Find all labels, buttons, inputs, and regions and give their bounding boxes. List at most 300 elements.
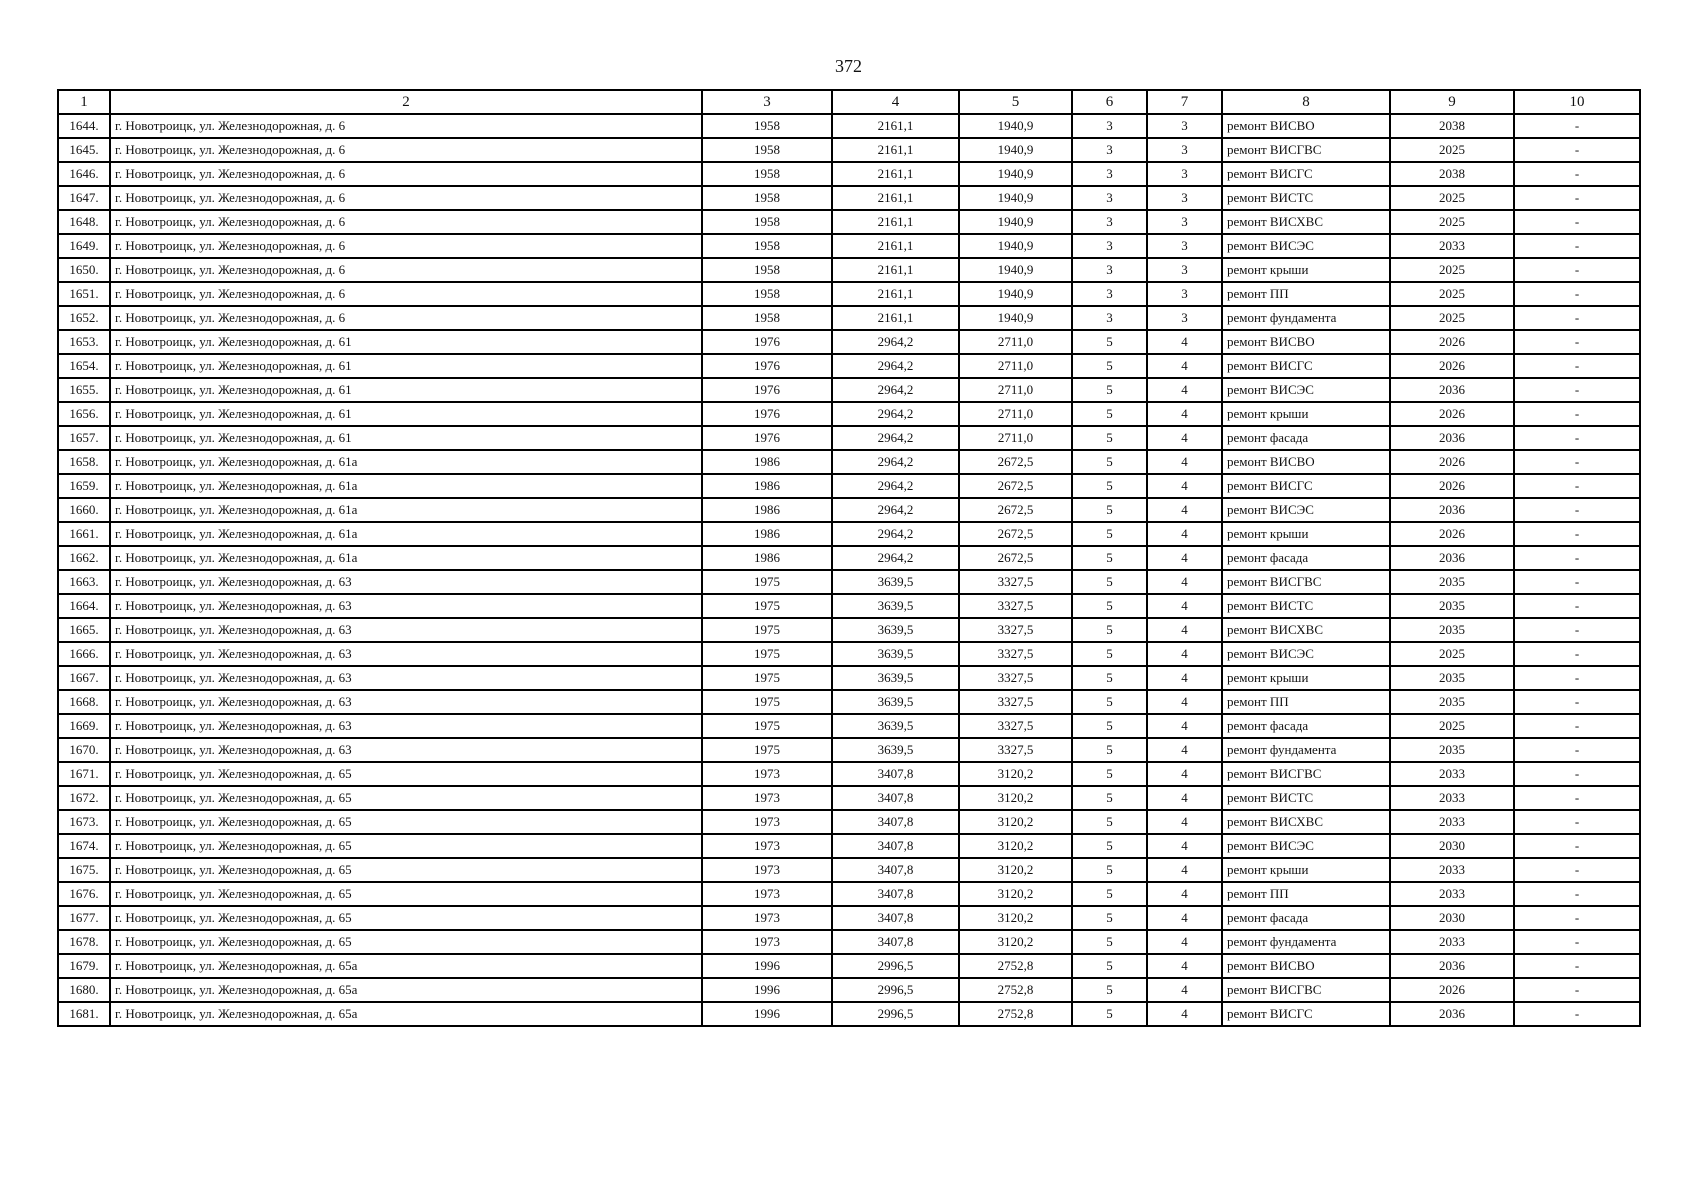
table-cell-col-5: 1940,9: [959, 114, 1072, 138]
table-cell-col-4: 3407,8: [832, 834, 959, 858]
table-cell-col-1: 1652.: [58, 306, 110, 330]
table-cell-col-4: 2161,1: [832, 138, 959, 162]
table-cell-col-3: 1986: [702, 498, 832, 522]
table-cell-col-8: ремонт ВИСГВС: [1222, 570, 1390, 594]
table-cell-col-2: г. Новотроицк, ул. Железнодорожная, д. 6: [110, 114, 702, 138]
table-cell-col-7: 4: [1147, 906, 1222, 930]
table-cell-col-8: ремонт ВИСХВС: [1222, 210, 1390, 234]
table-cell-col-8: ремонт фундамента: [1222, 738, 1390, 762]
table-cell-col-8: ремонт ВИСВО: [1222, 114, 1390, 138]
table-row: [58, 210, 1640, 234]
table-row: [58, 138, 1640, 162]
table-cell-col-5: 2711,0: [959, 426, 1072, 450]
table-row: [58, 570, 1640, 594]
table-cell-col-1: 1667.: [58, 666, 110, 690]
table-cell-col-8: ремонт крыши: [1222, 522, 1390, 546]
table-cell-col-6: 5: [1072, 570, 1147, 594]
table-cell-col-9: 2030: [1390, 834, 1514, 858]
table-cell-col-6: 5: [1072, 354, 1147, 378]
table-cell-col-3: 1975: [702, 738, 832, 762]
table-cell-col-4: 2161,1: [832, 114, 959, 138]
table-cell-col-7: 3: [1147, 234, 1222, 258]
table-cell-col-1: 1675.: [58, 858, 110, 882]
table-cell-col-3: 1973: [702, 906, 832, 930]
table-cell-col-2: г. Новотроицк, ул. Железнодорожная, д. 65: [110, 858, 702, 882]
table-cell-col-10: -: [1514, 666, 1640, 690]
table-cell-col-1: 1679.: [58, 954, 110, 978]
table-cell-col-1: 1671.: [58, 762, 110, 786]
table-cell-col-10: -: [1514, 954, 1640, 978]
table-cell-col-8: ремонт ВИСТС: [1222, 186, 1390, 210]
table-cell-col-6: 5: [1072, 474, 1147, 498]
table-cell-col-3: 1973: [702, 858, 832, 882]
table-cell-col-4: 3407,8: [832, 858, 959, 882]
table-cell-col-2: г. Новотроицк, ул. Железнодорожная, д. 63: [110, 666, 702, 690]
table-cell-col-1: 1662.: [58, 546, 110, 570]
table-cell-col-6: 5: [1072, 618, 1147, 642]
table-cell-col-3: 1986: [702, 546, 832, 570]
table-cell-col-8: ремонт ВИСВО: [1222, 330, 1390, 354]
table-cell-col-7: 3: [1147, 282, 1222, 306]
table-cell-col-2: г. Новотроицк, ул. Железнодорожная, д. 61а: [110, 522, 702, 546]
table-cell-col-10: -: [1514, 594, 1640, 618]
table-cell-col-9: 2036: [1390, 378, 1514, 402]
table-cell-col-1: 1669.: [58, 714, 110, 738]
table-cell-col-5: 3327,5: [959, 666, 1072, 690]
table-cell-col-4: 2161,1: [832, 258, 959, 282]
table-cell-col-9: 2025: [1390, 714, 1514, 738]
table-cell-col-4: 3407,8: [832, 930, 959, 954]
table-cell-col-9: 2025: [1390, 138, 1514, 162]
table-cell-col-1: 1681.: [58, 1002, 110, 1026]
table-cell-col-7: 4: [1147, 666, 1222, 690]
table-row: [58, 186, 1640, 210]
table-cell-col-10: -: [1514, 810, 1640, 834]
table-cell-col-1: 1653.: [58, 330, 110, 354]
table-cell-col-5: 2752,8: [959, 954, 1072, 978]
table-cell-col-8: ремонт ВИСГС: [1222, 162, 1390, 186]
table-cell-col-8: ремонт ВИСТС: [1222, 594, 1390, 618]
table-cell-col-2: г. Новотроицк, ул. Железнодорожная, д. 61: [110, 330, 702, 354]
table-cell-col-8: ремонт фасада: [1222, 546, 1390, 570]
table-cell-col-7: 4: [1147, 378, 1222, 402]
table-cell-col-8: ремонт фундамента: [1222, 306, 1390, 330]
table-cell-col-5: 2672,5: [959, 498, 1072, 522]
table-cell-col-5: 3120,2: [959, 930, 1072, 954]
table-row: [58, 786, 1640, 810]
table-cell-col-2: г. Новотроицк, ул. Железнодорожная, д. 63: [110, 570, 702, 594]
table-cell-col-10: -: [1514, 330, 1640, 354]
table-cell-col-2: г. Новотроицк, ул. Железнодорожная, д. 65а: [110, 978, 702, 1002]
table-cell-col-8: ремонт ВИСЭС: [1222, 642, 1390, 666]
table-cell-col-7: 4: [1147, 474, 1222, 498]
table-row: [58, 666, 1640, 690]
table-cell-col-8: ремонт ВИСГВС: [1222, 138, 1390, 162]
table-cell-col-5: 3327,5: [959, 738, 1072, 762]
table-cell-col-6: 5: [1072, 426, 1147, 450]
table-cell-col-4: 3407,8: [832, 810, 959, 834]
table-cell-col-1: 1665.: [58, 618, 110, 642]
table-cell-col-8: ремонт ВИСГС: [1222, 1002, 1390, 1026]
table-cell-col-7: 4: [1147, 402, 1222, 426]
table-cell-col-7: 4: [1147, 714, 1222, 738]
table-cell-col-3: 1973: [702, 810, 832, 834]
table-cell-col-10: -: [1514, 978, 1640, 1002]
column-header-2: 2: [110, 90, 702, 114]
table-cell-col-2: г. Новотроицк, ул. Железнодорожная, д. 65: [110, 762, 702, 786]
table-cell-col-7: 4: [1147, 786, 1222, 810]
table-cell-col-8: ремонт ВИСЭС: [1222, 834, 1390, 858]
table-cell-col-7: 3: [1147, 210, 1222, 234]
table-cell-col-6: 5: [1072, 498, 1147, 522]
table-row: [58, 402, 1640, 426]
table-cell-col-5: 3327,5: [959, 594, 1072, 618]
table-cell-col-2: г. Новотроицк, ул. Железнодорожная, д. 6: [110, 162, 702, 186]
column-header-9: 9: [1390, 90, 1514, 114]
table-body: [58, 90, 1640, 1026]
table-cell-col-6: 3: [1072, 162, 1147, 186]
table-cell-col-5: 2752,8: [959, 978, 1072, 1002]
table-cell-col-9: 2033: [1390, 786, 1514, 810]
table-cell-col-7: 4: [1147, 930, 1222, 954]
table-cell-col-9: 2035: [1390, 594, 1514, 618]
table-cell-col-8: ремонт ВИСХВС: [1222, 618, 1390, 642]
table-cell-col-6: 5: [1072, 810, 1147, 834]
table-cell-col-1: 1680.: [58, 978, 110, 1002]
table-cell-col-4: 2161,1: [832, 234, 959, 258]
table-cell-col-5: 1940,9: [959, 186, 1072, 210]
table-cell-col-3: 1976: [702, 378, 832, 402]
table-cell-col-8: ремонт ВИСТС: [1222, 786, 1390, 810]
table-cell-col-1: 1661.: [58, 522, 110, 546]
table-cell-col-2: г. Новотроицк, ул. Железнодорожная, д. 6: [110, 138, 702, 162]
table-row: [58, 882, 1640, 906]
table-cell-col-9: 2035: [1390, 570, 1514, 594]
table-cell-col-6: 5: [1072, 714, 1147, 738]
table-cell-col-4: 2161,1: [832, 306, 959, 330]
table-cell-col-9: 2033: [1390, 858, 1514, 882]
table-cell-col-6: 5: [1072, 450, 1147, 474]
table-cell-col-3: 1975: [702, 666, 832, 690]
table-cell-col-8: ремонт ВИСГВС: [1222, 978, 1390, 1002]
table-cell-col-5: 2672,5: [959, 546, 1072, 570]
table-cell-col-6: 5: [1072, 954, 1147, 978]
table-cell-col-10: -: [1514, 714, 1640, 738]
table-row: [58, 426, 1640, 450]
table-cell-col-10: -: [1514, 738, 1640, 762]
table-row: [58, 498, 1640, 522]
table-cell-col-9: 2036: [1390, 426, 1514, 450]
table-cell-col-1: 1654.: [58, 354, 110, 378]
table-cell-col-1: 1647.: [58, 186, 110, 210]
table-cell-col-2: г. Новотроицк, ул. Железнодорожная, д. 61: [110, 426, 702, 450]
table-cell-col-4: 2161,1: [832, 210, 959, 234]
table-cell-col-9: 2036: [1390, 954, 1514, 978]
table-cell-col-6: 3: [1072, 114, 1147, 138]
table-cell-col-9: 2026: [1390, 354, 1514, 378]
table-row: [58, 282, 1640, 306]
table-cell-col-9: 2035: [1390, 690, 1514, 714]
table-cell-col-2: г. Новотроицк, ул. Железнодорожная, д. 61а: [110, 546, 702, 570]
table-cell-col-1: 1651.: [58, 282, 110, 306]
table-cell-col-7: 4: [1147, 426, 1222, 450]
table-cell-col-6: 5: [1072, 906, 1147, 930]
table-row: [58, 954, 1640, 978]
table-row: [58, 930, 1640, 954]
table-cell-col-4: 2161,1: [832, 186, 959, 210]
table-cell-col-5: 3327,5: [959, 570, 1072, 594]
table-cell-col-3: 1958: [702, 306, 832, 330]
table-cell-col-8: ремонт крыши: [1222, 858, 1390, 882]
table-cell-col-3: 1996: [702, 954, 832, 978]
table-cell-col-1: 1660.: [58, 498, 110, 522]
table-cell-col-7: 4: [1147, 546, 1222, 570]
table-cell-col-1: 1659.: [58, 474, 110, 498]
table-row: [58, 738, 1640, 762]
table-cell-col-7: 4: [1147, 330, 1222, 354]
table-row: [58, 642, 1640, 666]
table-cell-col-6: 5: [1072, 378, 1147, 402]
table-cell-col-6: 3: [1072, 234, 1147, 258]
table-cell-col-3: 1996: [702, 1002, 832, 1026]
table-cell-col-1: 1649.: [58, 234, 110, 258]
table-cell-col-9: 2026: [1390, 450, 1514, 474]
table-cell-col-3: 1973: [702, 930, 832, 954]
table-cell-col-4: 2964,2: [832, 522, 959, 546]
table-cell-col-8: ремонт ВИСВО: [1222, 954, 1390, 978]
table-cell-col-9: 2025: [1390, 258, 1514, 282]
table-cell-col-5: 1940,9: [959, 282, 1072, 306]
table-row: [58, 114, 1640, 138]
table-cell-col-5: 2711,0: [959, 330, 1072, 354]
table-row: [58, 162, 1640, 186]
capital-repair-table: [57, 89, 1641, 1027]
table-cell-col-4: 3639,5: [832, 618, 959, 642]
table-cell-col-8: ремонт ВИСГС: [1222, 354, 1390, 378]
table-cell-col-3: 1958: [702, 186, 832, 210]
table-cell-col-4: 3639,5: [832, 570, 959, 594]
table-cell-col-3: 1986: [702, 450, 832, 474]
table-cell-col-8: ремонт крыши: [1222, 666, 1390, 690]
table-cell-col-10: -: [1514, 234, 1640, 258]
table-cell-col-2: г. Новотроицк, ул. Железнодорожная, д. 61а: [110, 450, 702, 474]
table-cell-col-2: г. Новотроицк, ул. Железнодорожная, д. 61а: [110, 498, 702, 522]
table-cell-col-2: г. Новотроицк, ул. Железнодорожная, д. 61: [110, 354, 702, 378]
table-cell-col-10: -: [1514, 426, 1640, 450]
table-cell-col-7: 4: [1147, 954, 1222, 978]
table-cell-col-5: 1940,9: [959, 234, 1072, 258]
table-cell-col-2: г. Новотроицк, ул. Железнодорожная, д. 6: [110, 210, 702, 234]
table-cell-col-7: 4: [1147, 450, 1222, 474]
table-cell-col-7: 4: [1147, 522, 1222, 546]
table-cell-col-5: 2711,0: [959, 354, 1072, 378]
table-cell-col-5: 3120,2: [959, 762, 1072, 786]
table-cell-col-1: 1656.: [58, 402, 110, 426]
table-cell-col-9: 2026: [1390, 978, 1514, 1002]
table-cell-col-5: 1940,9: [959, 138, 1072, 162]
table-cell-col-1: 1676.: [58, 882, 110, 906]
table-cell-col-8: ремонт крыши: [1222, 258, 1390, 282]
table-cell-col-6: 5: [1072, 402, 1147, 426]
table-cell-col-3: 1973: [702, 762, 832, 786]
table-cell-col-8: ремонт фасада: [1222, 714, 1390, 738]
table-cell-col-5: 3120,2: [959, 906, 1072, 930]
table-cell-col-10: -: [1514, 930, 1640, 954]
table-row: [58, 810, 1640, 834]
table-cell-col-9: 2033: [1390, 762, 1514, 786]
table-cell-col-1: 1655.: [58, 378, 110, 402]
table-cell-col-3: 1975: [702, 618, 832, 642]
table-cell-col-1: 1674.: [58, 834, 110, 858]
table-row: [58, 834, 1640, 858]
table-cell-col-9: 2033: [1390, 810, 1514, 834]
table-cell-col-10: -: [1514, 498, 1640, 522]
table-cell-col-4: 2996,5: [832, 978, 959, 1002]
table-cell-col-9: 2035: [1390, 666, 1514, 690]
table-cell-col-1: 1677.: [58, 906, 110, 930]
table-cell-col-3: 1958: [702, 234, 832, 258]
table-cell-col-10: -: [1514, 570, 1640, 594]
table-cell-col-6: 3: [1072, 306, 1147, 330]
table-cell-col-3: 1958: [702, 162, 832, 186]
table-cell-col-10: -: [1514, 1002, 1640, 1026]
table-cell-col-6: 5: [1072, 690, 1147, 714]
table-cell-col-3: 1958: [702, 138, 832, 162]
table-cell-col-4: 2996,5: [832, 1002, 959, 1026]
table-cell-col-8: ремонт ВИСГС: [1222, 474, 1390, 498]
table-cell-col-10: -: [1514, 258, 1640, 282]
table-cell-col-7: 3: [1147, 162, 1222, 186]
table-cell-col-1: 1672.: [58, 786, 110, 810]
table-cell-col-5: 2672,5: [959, 522, 1072, 546]
table-cell-col-3: 1976: [702, 354, 832, 378]
table-cell-col-3: 1986: [702, 474, 832, 498]
table-cell-col-3: 1958: [702, 282, 832, 306]
table-cell-col-2: г. Новотроицк, ул. Железнодорожная, д. 63: [110, 690, 702, 714]
table-cell-col-9: 2033: [1390, 930, 1514, 954]
table-row: [58, 306, 1640, 330]
table-cell-col-4: 3639,5: [832, 690, 959, 714]
table-cell-col-6: 5: [1072, 858, 1147, 882]
table-cell-col-5: 3120,2: [959, 882, 1072, 906]
table-cell-col-1: 1644.: [58, 114, 110, 138]
table-cell-col-7: 4: [1147, 882, 1222, 906]
table-row: [58, 714, 1640, 738]
table-cell-col-10: -: [1514, 378, 1640, 402]
table-cell-col-10: -: [1514, 882, 1640, 906]
table-cell-col-2: г. Новотроицк, ул. Железнодорожная, д. 63: [110, 714, 702, 738]
table-row: [58, 258, 1640, 282]
table-cell-col-4: 3639,5: [832, 642, 959, 666]
table-cell-col-6: 5: [1072, 738, 1147, 762]
table-cell-col-10: -: [1514, 762, 1640, 786]
table-cell-col-7: 3: [1147, 306, 1222, 330]
table-cell-col-4: 2996,5: [832, 954, 959, 978]
table-cell-col-7: 3: [1147, 258, 1222, 282]
table-cell-col-8: ремонт ПП: [1222, 882, 1390, 906]
table-cell-col-8: ремонт ВИСВО: [1222, 450, 1390, 474]
table-cell-col-3: 1958: [702, 258, 832, 282]
table-cell-col-3: 1975: [702, 594, 832, 618]
table-cell-col-4: 2964,2: [832, 546, 959, 570]
table-cell-col-6: 3: [1072, 282, 1147, 306]
table-cell-col-5: 3120,2: [959, 858, 1072, 882]
table-cell-col-9: 2025: [1390, 186, 1514, 210]
table-cell-col-7: 4: [1147, 618, 1222, 642]
table-cell-col-9: 2038: [1390, 114, 1514, 138]
table-cell-col-7: 4: [1147, 354, 1222, 378]
table-cell-col-10: -: [1514, 306, 1640, 330]
table-cell-col-9: 2030: [1390, 906, 1514, 930]
column-header-6: 6: [1072, 90, 1147, 114]
table-cell-col-3: 1958: [702, 114, 832, 138]
table-cell-col-1: 1648.: [58, 210, 110, 234]
table-row: [58, 450, 1640, 474]
table-cell-col-9: 2036: [1390, 1002, 1514, 1026]
table-cell-col-8: ремонт ВИСХВС: [1222, 810, 1390, 834]
table-cell-col-4: 2964,2: [832, 354, 959, 378]
table-cell-col-2: г. Новотроицк, ул. Железнодорожная, д. 63: [110, 594, 702, 618]
table-cell-col-8: ремонт фасада: [1222, 426, 1390, 450]
table-cell-col-6: 5: [1072, 1002, 1147, 1026]
table-cell-col-6: 5: [1072, 666, 1147, 690]
table-cell-col-4: 3639,5: [832, 594, 959, 618]
table-cell-col-3: 1973: [702, 786, 832, 810]
table-cell-col-9: 2025: [1390, 306, 1514, 330]
table-cell-col-7: 4: [1147, 978, 1222, 1002]
table-cell-col-3: 1973: [702, 834, 832, 858]
table-cell-col-2: г. Новотроицк, ул. Железнодорожная, д. 65а: [110, 1002, 702, 1026]
table-cell-col-3: 1976: [702, 402, 832, 426]
table-cell-col-10: -: [1514, 162, 1640, 186]
table-cell-col-8: ремонт крыши: [1222, 402, 1390, 426]
table-cell-col-5: 2711,0: [959, 402, 1072, 426]
table-cell-col-1: 1670.: [58, 738, 110, 762]
table-cell-col-4: 3639,5: [832, 666, 959, 690]
column-header-7: 7: [1147, 90, 1222, 114]
table-cell-col-6: 5: [1072, 978, 1147, 1002]
table-cell-col-2: г. Новотроицк, ул. Железнодорожная, д. 65: [110, 810, 702, 834]
table-cell-col-6: 5: [1072, 642, 1147, 666]
table-cell-col-9: 2025: [1390, 210, 1514, 234]
table-cell-col-4: 3407,8: [832, 786, 959, 810]
table-cell-col-2: г. Новотроицк, ул. Железнодорожная, д. 65: [110, 906, 702, 930]
table-cell-col-3: 1975: [702, 642, 832, 666]
table-row: [58, 690, 1640, 714]
table-cell-col-8: ремонт ВИСЭС: [1222, 378, 1390, 402]
table-cell-col-1: 1650.: [58, 258, 110, 282]
table-cell-col-6: 5: [1072, 882, 1147, 906]
table-cell-col-6: 5: [1072, 930, 1147, 954]
table-cell-col-7: 4: [1147, 858, 1222, 882]
table-cell-col-4: 2161,1: [832, 282, 959, 306]
table-cell-col-7: 3: [1147, 186, 1222, 210]
table-cell-col-4: 2964,2: [832, 378, 959, 402]
table-cell-col-10: -: [1514, 546, 1640, 570]
table-cell-col-2: г. Новотроицк, ул. Железнодорожная, д. 63: [110, 738, 702, 762]
table-row: [58, 354, 1640, 378]
table-cell-col-4: 3407,8: [832, 762, 959, 786]
table-row: [58, 906, 1640, 930]
table-cell-col-9: 2025: [1390, 282, 1514, 306]
table-row: [58, 1002, 1640, 1026]
table-cell-col-7: 4: [1147, 738, 1222, 762]
table-cell-col-9: 2026: [1390, 474, 1514, 498]
table-cell-col-7: 3: [1147, 114, 1222, 138]
table-cell-col-2: г. Новотроицк, ул. Железнодорожная, д. 65: [110, 786, 702, 810]
table-cell-col-5: 3120,2: [959, 834, 1072, 858]
table-cell-col-2: г. Новотроицк, ул. Железнодорожная, д. 61: [110, 402, 702, 426]
